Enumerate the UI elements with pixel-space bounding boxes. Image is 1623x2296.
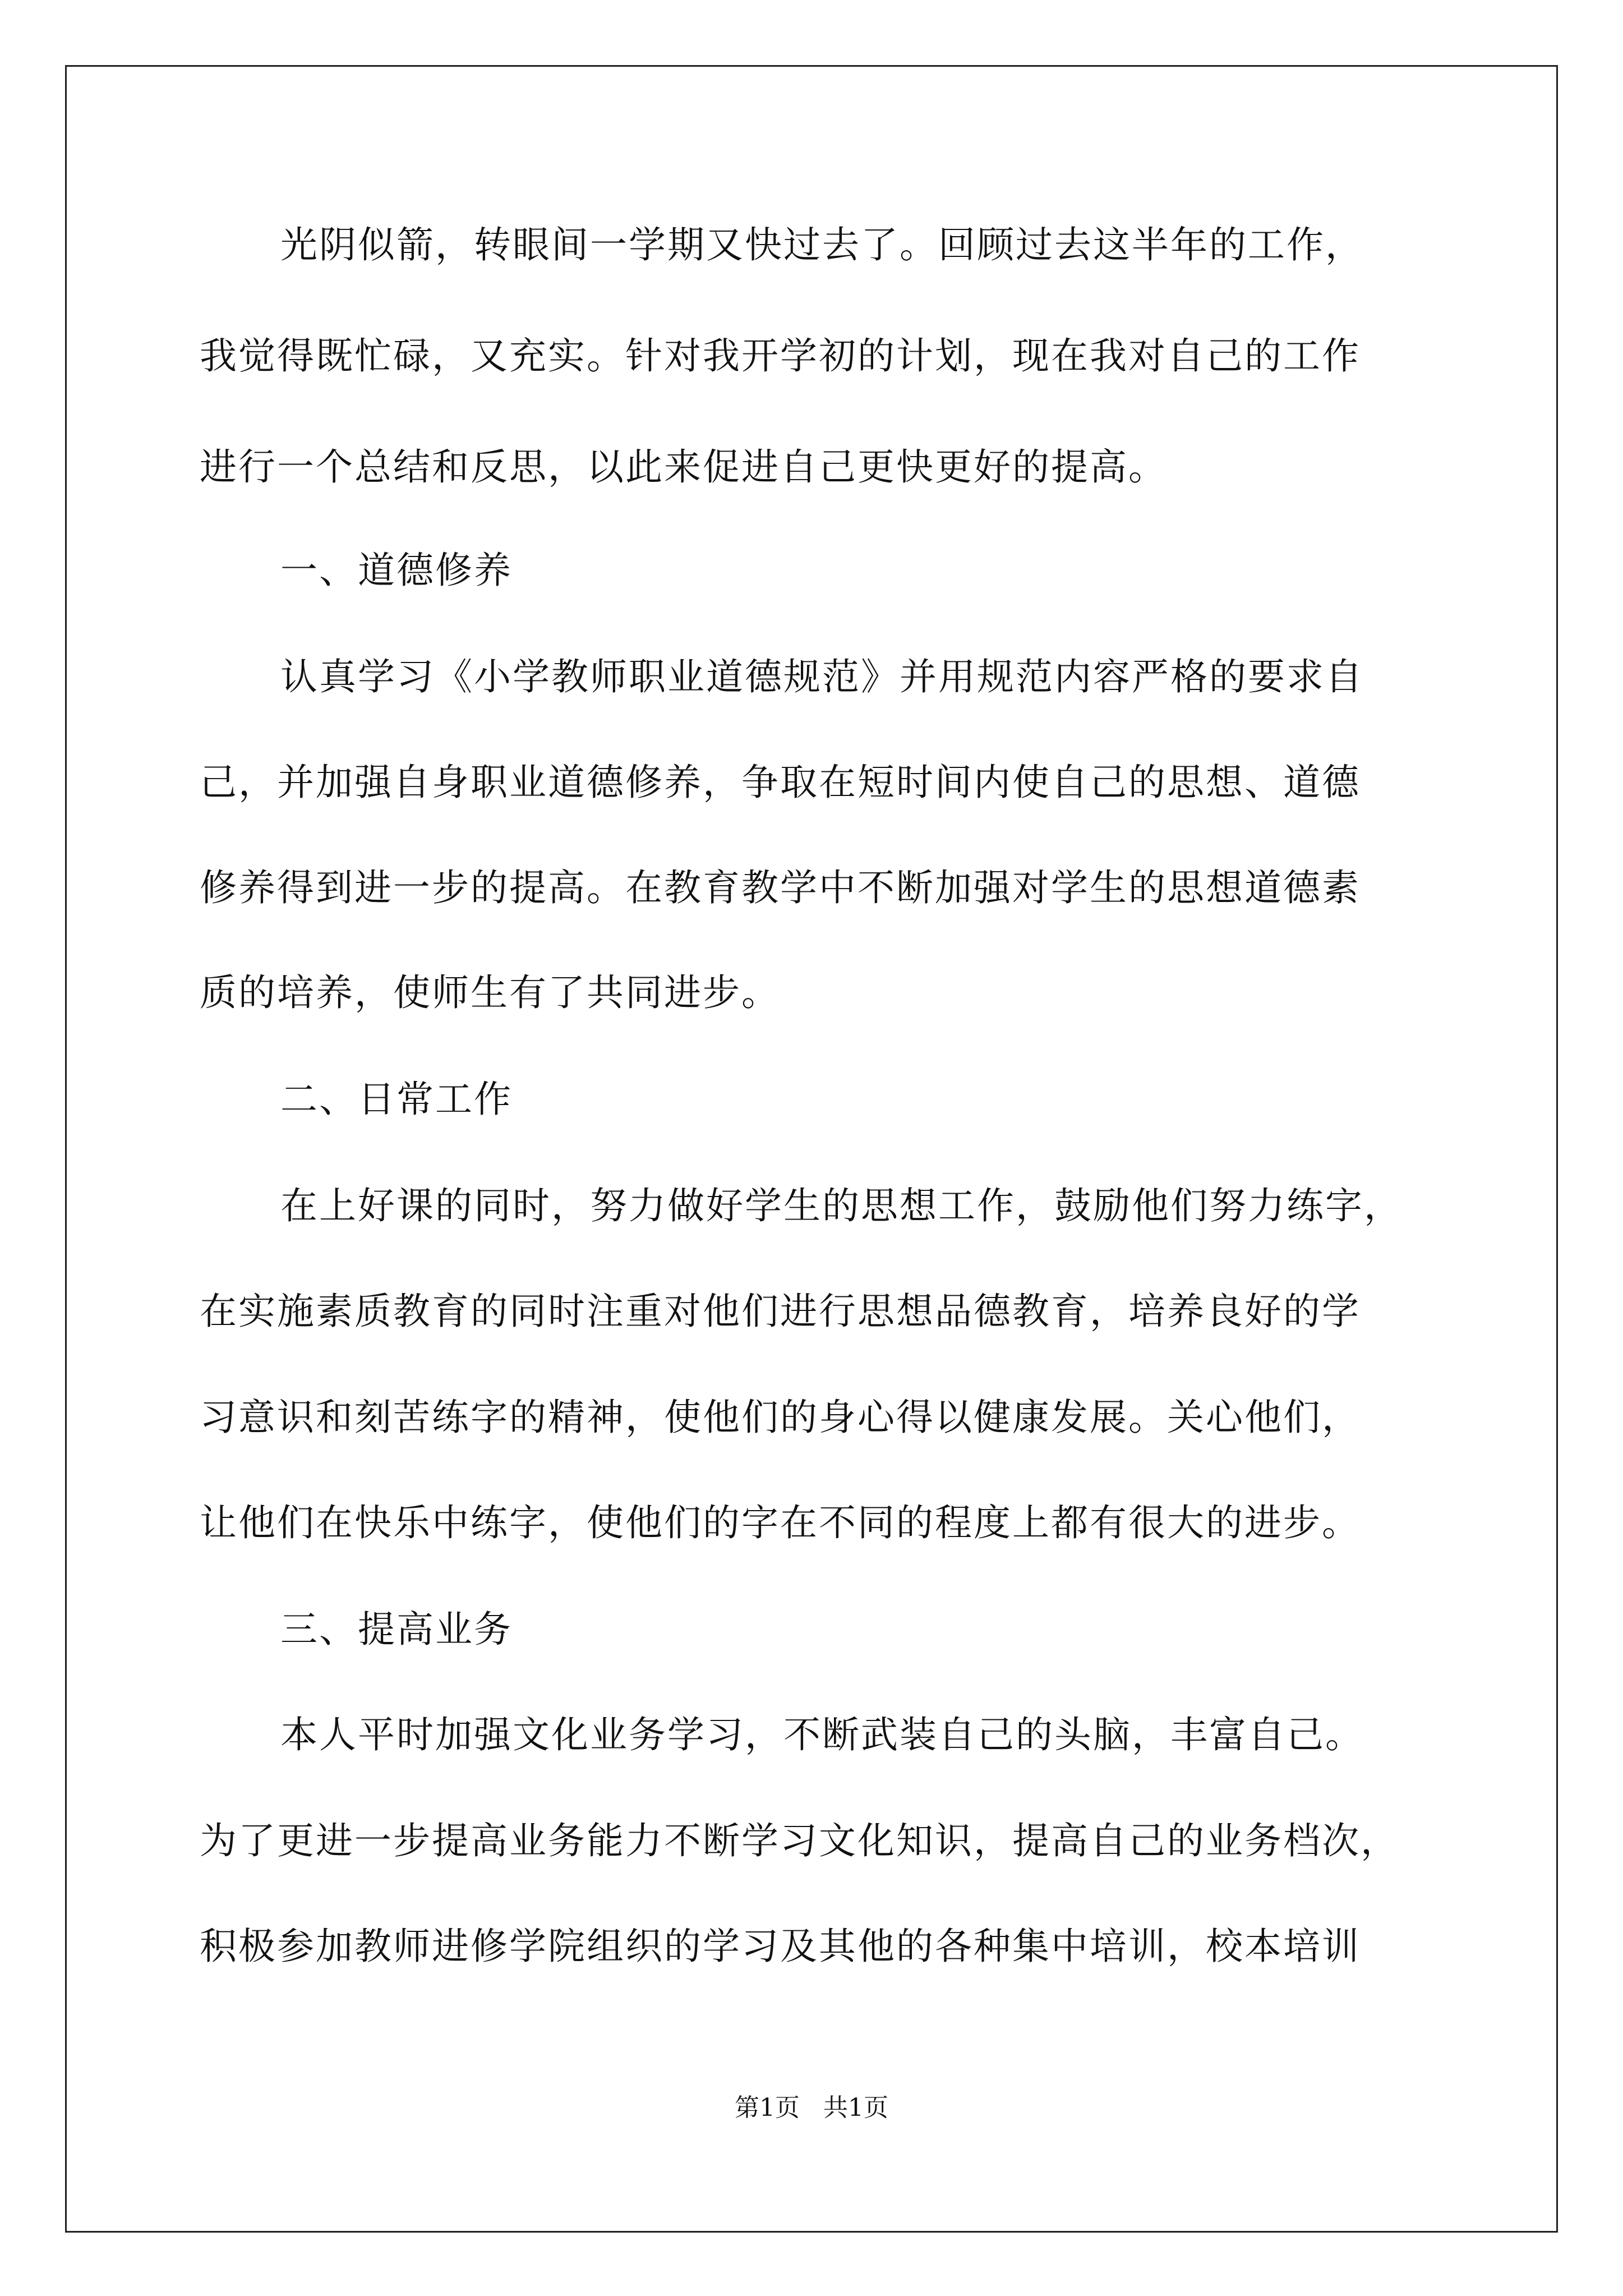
paragraph-line: 认真学习《小学教师职业道德规范》并用规范内容严格的要求自 [280, 655, 1364, 698]
paragraph-line: 光阴似箭，转眼间一学期又快过去了。回顾过去这半年的工作， [280, 223, 1364, 266]
paragraph-line: 己，并加强自身职业道德修养，争取在短时间内使自己的思想、道德 [200, 761, 1361, 804]
paragraph-line: 我觉得既忙碌，又充实。针对我开学初的计划，现在我对自己的工作 [200, 334, 1361, 378]
paragraph-line: 修养得到进一步的提高。在教育教学中不断加强对学生的思想道德素 [200, 866, 1361, 909]
paragraph-line: 在实施素质教育的同时注重对他们进行思想品德教育，培养良好的学 [200, 1290, 1361, 1333]
section-heading: 一、道德修养 [280, 549, 513, 592]
paragraph-line: 积极参加教师进修学院组织的学习及其他的各种集中培训，校本培训 [200, 1925, 1361, 1968]
section-heading: 三、提高业务 [280, 1608, 513, 1651]
paragraph-line: 让他们在快乐中练字，使他们的字在不同的程度上都有很大的进步。 [200, 1501, 1361, 1544]
page-footer: 第1页 共1页 [735, 2093, 888, 2122]
paragraph-line: 习意识和刻苦练字的精神，使他们的身心得以健康发展。关心他们， [200, 1396, 1361, 1439]
paragraph-line: 进行一个总结和反思，以此来促进自己更快更好的提高。 [200, 445, 1167, 489]
paragraph-line: 为了更进一步提高业务能力不断学习文化知识，提高自己的业务档次， [200, 1819, 1399, 1862]
paragraph-line: 本人平时加强文化业务学习，不断武装自己的头脑，丰富自己。 [280, 1713, 1364, 1756]
paragraph-line: 质的培养，使师生有了共同进步。 [200, 971, 780, 1014]
section-heading: 二、日常工作 [280, 1078, 513, 1121]
page-border [65, 65, 1558, 2233]
paragraph-line: 在上好课的同时，努力做好学生的思想工作，鼓励他们努力练字， [280, 1184, 1403, 1227]
